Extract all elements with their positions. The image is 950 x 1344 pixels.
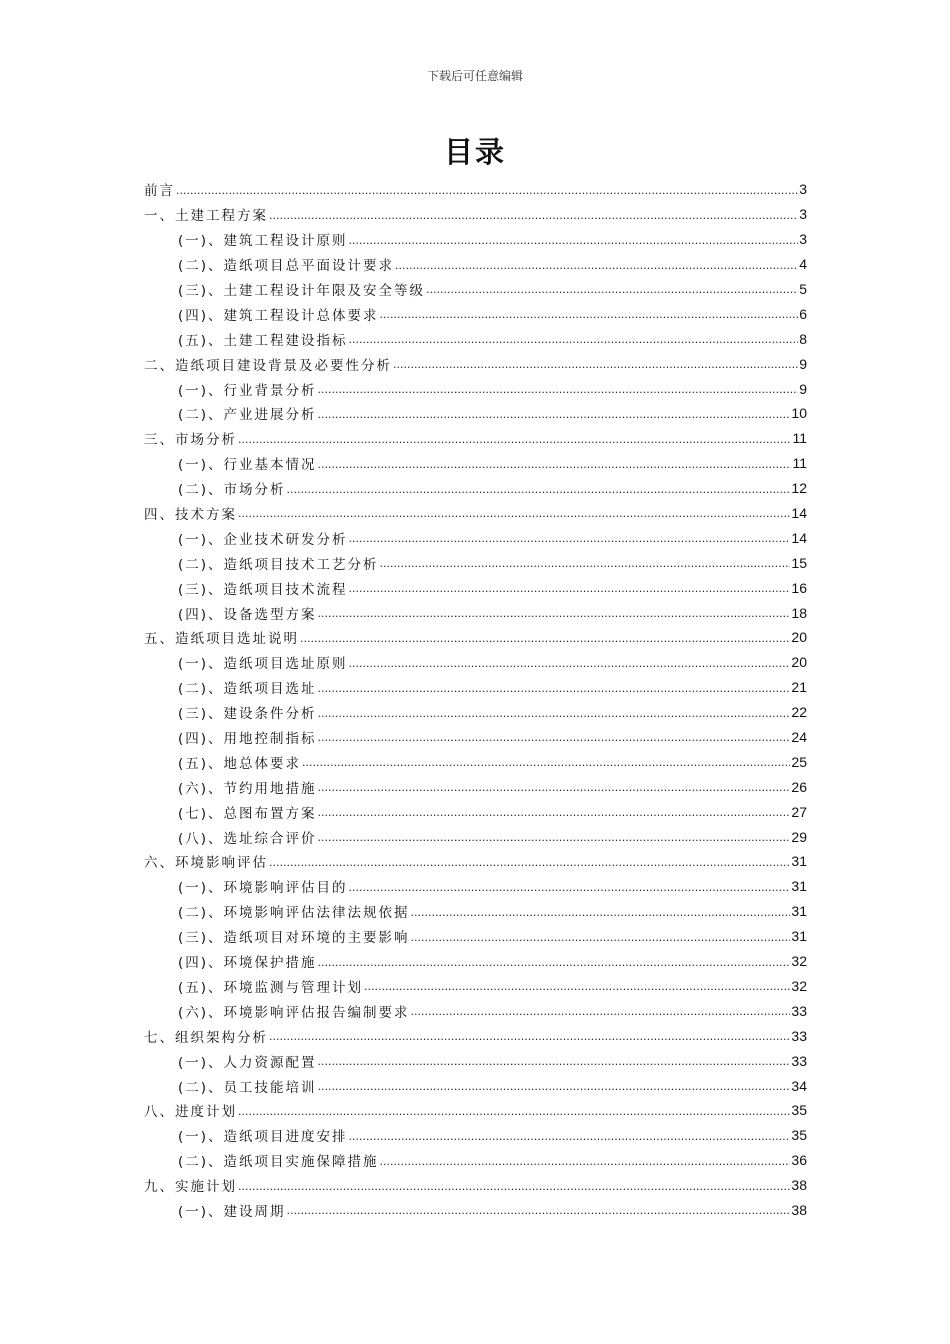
toc-dot-leader [269,209,798,227]
toc-dot-leader [238,507,790,525]
toc-dot-leader [238,433,791,451]
toc-dot-leader [380,1155,791,1173]
toc-dot-leader [318,806,791,824]
toc-dot-leader [318,731,791,749]
toc-subsection-entry[interactable] [144,1123,807,1148]
toc-page-number: 31 [791,853,807,870]
toc-page-number: 34 [791,1077,807,1094]
toc-section-entry[interactable] [144,1173,807,1198]
toc-page-number: 31 [791,903,807,920]
toc-subsection-entry[interactable] [144,749,807,774]
toc-entry-label: (三)、土建工程设计年限及安全等级 [178,283,426,299]
toc-page-number: 16 [791,579,807,596]
toc-subsection-entry[interactable] [144,824,807,849]
toc-subsection-entry[interactable] [144,600,807,625]
toc-entry-label: 七、组织架构分析 [144,1029,268,1046]
toc-entry-label: (五)、土建工程建设指标 [178,332,348,349]
toc-subsection-entry[interactable] [144,277,807,302]
toc-entry-label: (二)、造纸项目选址 [178,681,317,698]
toc-subsection-entry[interactable] [144,774,807,799]
toc-dot-leader [318,1055,791,1073]
toc-entry-label: 一、土建工程方案 [144,208,268,225]
toc-page-number: 14 [791,529,807,546]
toc-dot-leader [393,358,798,376]
toc-dot-leader [318,781,791,799]
toc-dot-leader [287,483,791,501]
toc-page-number: 11 [792,430,807,447]
toc-dot-leader [349,234,799,252]
toc-section-entry[interactable] [144,501,807,526]
toc-page-number: 32 [791,977,807,994]
toc-entry-label: (四)、用地控制指标 [178,731,317,748]
toc-entry-label: (六)、环境影响评估报告编制要求 [178,1004,410,1021]
toc-page-number: 14 [791,505,807,522]
toc-page-number: 4 [799,256,807,273]
toc-page-number: 29 [791,828,807,845]
toc-entry-label: (四)、建筑工程设计总体要求 [178,307,379,324]
toc-page-number: 31 [791,928,807,945]
toc-page-number: 31 [791,878,807,895]
toc-dot-leader [349,881,791,899]
toc-dot-leader [349,1130,791,1148]
toc-section-entry[interactable] [144,351,807,376]
toc-dot-leader [380,308,799,326]
page-title: 目录 [443,135,506,169]
toc-subsection-entry[interactable] [144,451,807,476]
toc-dot-leader [411,931,791,949]
toc-dot-leader [411,906,791,924]
toc-entry-label: 九、实施计划 [144,1179,237,1196]
toc-dot-leader [269,856,790,874]
toc-entry-label: (七)、总图布置方案 [178,805,317,822]
toc-subsection-entry[interactable] [144,376,807,401]
toc-entry-label: (二)、造纸项目总平面设计要求 [178,258,395,275]
toc-page-number: 33 [791,1052,807,1069]
toc-dot-leader [318,682,791,700]
toc-entry-label: (八)、选址综合评价 [178,830,317,847]
toc-subsection-entry[interactable] [144,974,807,999]
toc-dot-leader [411,1005,791,1023]
toc-dot-leader [364,980,790,998]
toc-dot-leader [318,707,791,725]
toc-page-number: 35 [791,1127,807,1144]
toc-entry-label: (一)、行业基本情况 [178,457,317,474]
toc-entry-label: 六、环境影响评估 [144,855,268,872]
toc-subsection-entry[interactable] [144,550,807,575]
toc-dot-leader [349,333,799,351]
toc-subsection-entry[interactable] [144,1198,807,1223]
toc-page-number: 33 [791,1027,807,1044]
toc-page-number: 33 [791,1002,807,1019]
toc-dot-leader [349,582,791,600]
toc-page-number: 9 [799,380,807,397]
toc-subsection-entry[interactable] [144,401,807,426]
toc-entry-label: (四)、环境保护措施 [178,955,317,972]
toc-entry-label: (一)、造纸项目进度安排 [178,1129,348,1146]
toc-entry-label: (一)、企业技术研发分析 [178,531,348,548]
toc-dot-leader [426,283,798,301]
toc-page-number: 20 [791,654,807,671]
toc-page-number: 10 [791,405,807,422]
toc-entry-label: 前言 [144,183,175,200]
page-header: 下载后可任意编辑 [426,69,523,83]
toc-section-entry[interactable] [144,625,807,650]
toc-page-number: 26 [791,778,807,795]
toc-entry-label: 二、造纸项目建设背景及必要性分析 [144,357,392,374]
toc-dot-leader [269,1030,790,1048]
toc-entry-label: (二)、产业进展分析 [178,407,317,424]
toc-entry-label: (一)、行业背景分析 [178,382,317,399]
toc-subsection-entry[interactable] [144,675,807,700]
toc-entry-label: (五)、地总体要求 [178,755,302,772]
table-of-contents [144,177,807,1222]
toc-section-entry[interactable] [144,426,807,451]
toc-page-number: 27 [791,803,807,820]
toc-dot-leader [349,532,791,550]
toc-page-number: 24 [791,729,807,746]
toc-entry-label: (二)、市场分析 [178,482,286,499]
toc-subsection-entry[interactable] [144,998,807,1023]
toc-dot-leader [349,657,791,675]
toc-subsection-entry[interactable] [144,476,807,501]
toc-dot-leader [287,1204,791,1222]
toc-entry-label: (三)、造纸项目对环境的主要影响 [178,930,410,947]
toc-entry-label: 三、市场分析 [144,432,237,449]
toc-page-number: 6 [799,305,807,322]
toc-page-number: 38 [791,1177,807,1194]
toc-entry-label: (二)、员工技能培训 [178,1079,317,1096]
toc-page-number: 5 [799,281,807,297]
toc-dot-leader [302,756,790,774]
toc-subsection-entry[interactable] [144,650,807,675]
toc-section-entry[interactable] [144,849,807,874]
toc-page-number: 38 [791,1201,807,1218]
toc-entry-label: (六)、节约用地措施 [178,780,317,797]
toc-dot-leader [176,184,798,202]
toc-section-entry[interactable] [144,177,807,202]
toc-entry-label: (五)、环境监测与管理计划 [178,979,364,996]
toc-page-number: 15 [791,554,807,571]
toc-entry-label: 四、技术方案 [144,507,237,524]
toc-subsection-entry[interactable] [144,227,807,252]
toc-entry-label: (二)、环境影响评估法律法规依据 [178,905,410,922]
toc-dot-leader [238,1105,790,1123]
toc-subsection-entry[interactable] [144,725,807,750]
toc-entry-label: (一)、建设周期 [178,1203,286,1220]
toc-subsection-entry[interactable] [144,326,807,351]
toc-dot-leader [318,956,791,974]
toc-dot-leader [395,259,798,277]
toc-dot-leader [300,632,790,650]
toc-section-entry[interactable] [144,1098,807,1123]
toc-subsection-entry[interactable] [144,899,807,924]
toc-section-entry[interactable] [144,202,807,227]
toc-subsection-entry[interactable] [144,525,807,550]
toc-page-number: 8 [799,330,807,347]
toc-page-number: 20 [791,629,807,646]
toc-entry-label: (三)、造纸项目技术流程 [178,581,348,598]
toc-subsection-entry[interactable] [144,1073,807,1098]
toc-entry-label: (二)、造纸项目技术工艺分析 [178,556,379,573]
toc-entry-label: (一)、环境影响评估目的 [178,880,348,897]
toc-page-number: 12 [791,480,807,497]
toc-entry-label: (三)、建设条件分析 [178,706,317,723]
toc-section-entry[interactable] [144,1023,807,1048]
toc-page-number: 3 [799,206,807,223]
toc-entry-label: (二)、造纸项目实施保障措施 [178,1154,379,1171]
toc-entry-label: (一)、建筑工程设计原则 [178,233,348,250]
toc-subsection-entry[interactable] [144,924,807,949]
toc-dot-leader [318,458,792,476]
toc-subsection-entry[interactable] [144,252,807,277]
toc-dot-leader [318,831,791,849]
toc-subsection-entry[interactable] [144,1048,807,1073]
toc-page-number: 18 [791,604,807,621]
toc-entry-label: (一)、造纸项目选址原则 [178,656,348,673]
toc-dot-leader [318,383,799,401]
toc-page-number: 36 [791,1152,807,1169]
toc-dot-leader [380,557,791,575]
toc-entry-label: 五、造纸项目选址说明 [144,631,299,648]
toc-dot-leader [318,607,791,625]
toc-subsection-entry[interactable] [144,700,807,725]
toc-page-number: 22 [791,704,807,721]
toc-subsection-entry[interactable] [144,949,807,974]
toc-dot-leader [318,1080,791,1098]
toc-subsection-entry[interactable] [144,301,807,326]
toc-page-number: 32 [791,953,807,970]
toc-subsection-entry[interactable] [144,874,807,899]
toc-subsection-entry[interactable] [144,799,807,824]
toc-entry-label: (一)、人力资源配置 [178,1054,317,1071]
toc-entry-label: (四)、设备选型方案 [178,606,317,623]
toc-dot-leader [318,408,791,426]
toc-page-number: 9 [799,355,807,372]
toc-page-number: 11 [792,455,807,472]
toc-page-number: 3 [799,181,807,198]
toc-page-number: 3 [799,231,807,248]
toc-entry-label: 八、进度计划 [144,1104,237,1121]
toc-page-number: 21 [791,679,807,696]
toc-subsection-entry[interactable] [144,575,807,600]
toc-page-number: 35 [791,1102,807,1119]
toc-dot-leader [238,1180,790,1198]
toc-subsection-entry[interactable] [144,1148,807,1173]
toc-page-number: 25 [791,753,807,770]
